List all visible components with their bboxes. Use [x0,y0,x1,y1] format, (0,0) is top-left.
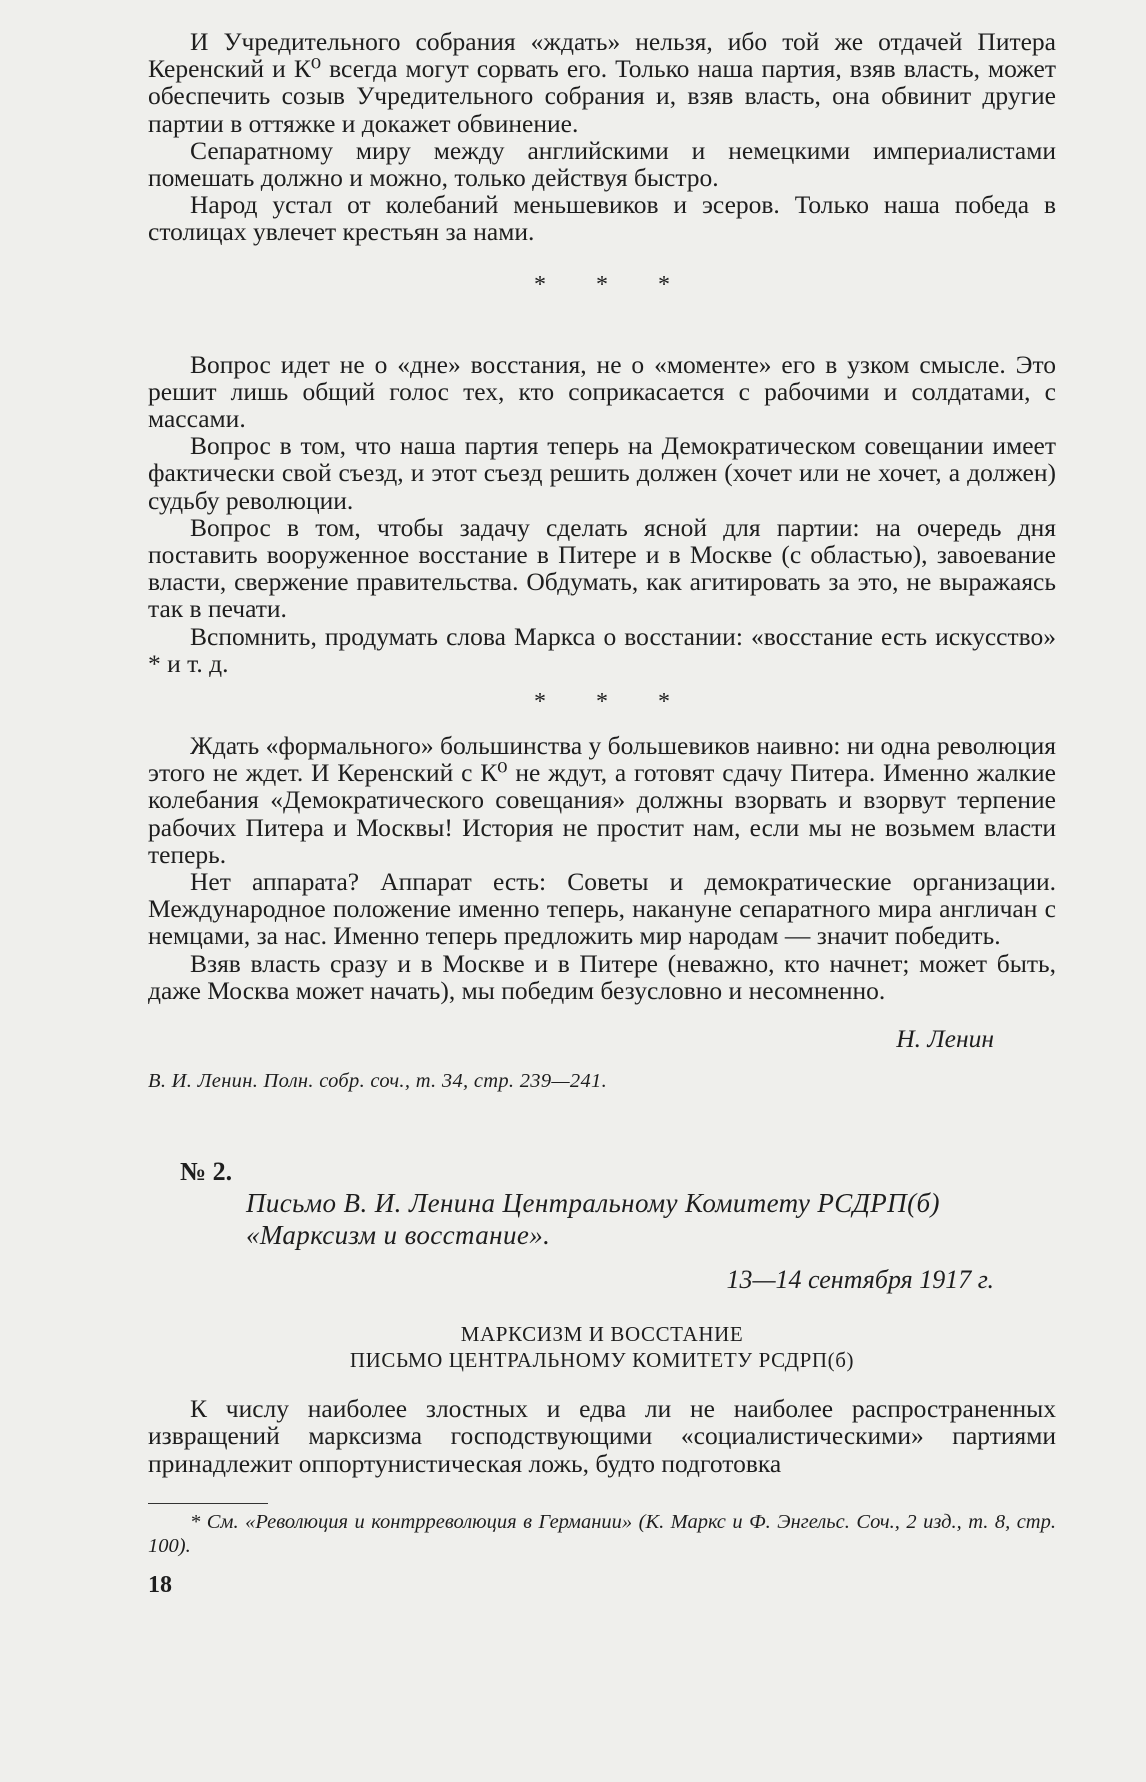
signature: Н. Ленин [896,1024,994,1054]
document-title-line: «Марксизм и восстание». [246,1220,551,1251]
footnote-divider [148,1503,268,1504]
footnote: * См. «Революция и контрреволюция в Германии» (К. Маркс и Ф. Энгельс. Соч., 2 изд., т. 8, стр. 100). [148,1510,1056,1557]
heading-subtitle: ПИСЬМО ЦЕНТРАЛЬНОМУ КОМИТЕТУ РСДРП(б) [349,1348,855,1373]
paragraph: Вопрос в том, что наша партия теперь на Демократическом совещании имеет фактически свой съезд, и этот съезд решить должен (хочет или не хочет, а должен) судьбу революции. [148,431,1056,515]
document-title-line: Письмо В. И. Ленина Центральному Комитету РСДРП(б) [246,1188,940,1219]
paragraph: Сепаратному миру между английскими и немецкими империалистами помешать должно и можно, только действуя быстро. [148,135,1056,193]
document-number: № 2. [180,1157,233,1187]
paragraph: Вопрос в том, чтобы задачу сделать ясной для партии: на очередь дня поставить вооруженное восстание в Питере и в Москве (с областью), завоевание власти, свержение правительства. Обдумать, как агитировать за это, не выражаясь так в печати. [148,512,1056,624]
section-separator: * * * [534,271,692,298]
section-separator: * * * [534,689,692,716]
paragraph: Взяв власть сразу и в Москве и в Питере (неважно, кто начнет; может быть, даже Москва может начать), мы победим безусловно и несомненно. [148,948,1056,1005]
paragraph: И Учредительного собрания «ждать» нельзя, ибо той же отдачей Питера Керенский и К⁰ всегда могут сорвать его. Только наша партия, взяв власть, может обеспечить созыв Учредительного собрания и, взяв власть, она обвинит другие партии в оттяжке и докажет обвинение. [148,27,1056,138]
paragraph: Вопрос идет не о «дне» восстания, не о «моменте» его в узком смысле. Это решит лишь общий голос тех, кто соприкасается с рабочими и солдатами, с массами. [148,349,1056,434]
paragraph: Народ устал от колебаний меньшевиков и эсеров. Только наша победа в столицах увлечет крестьян за нами. [148,190,1056,247]
paragraph: Ждать «формального» большинства у большевиков наивно: ни одна революция этого не ждет. И Керенский с К⁰ не ждут, а готовят сдачу Питера. Именно жалкие колебания «Демократического совещания» должны взорвать и взорвут терпение рабочих Питера и Москвы! История не простит нам, если мы не возьмем власти теперь. [148,731,1056,869]
document-date: 13—14 сентября 1917 г. [726,1265,994,1295]
paragraph: Вспомнить, продумать слова Маркса о восстании: «восстание есть искусство» * и т. д. [148,621,1056,678]
text-block-middle [148,351,1056,677]
source-citation: В. И. Ленин. Полн. собр. соч., т. 34, стр. 239—241. [148,1070,608,1093]
paragraph: Нет аппарата? Аппарат есть: Советы и демократические организации. Международное положение именно теперь, накануне сепаратного мира англичан с немцами, за нас. Именно теперь предложить мир народам — значит победить. [148,867,1056,951]
document-page [148,28,1056,1599]
page-number: 18 [148,1571,172,1598]
text-block-bottom [148,732,1056,1004]
text-block-top [148,28,1056,246]
letter-heading [148,1321,1056,1373]
paragraph: К числу наиболее злостных и едва ли не наиболее распространенных извращений марксизма господствующими «социалистическими» партиями принадлежит оппортунистическая ложь, будто подготовка [148,1394,1056,1478]
heading-title: МАРКСИЗМ И ВОССТАНИЕ [460,1322,744,1347]
